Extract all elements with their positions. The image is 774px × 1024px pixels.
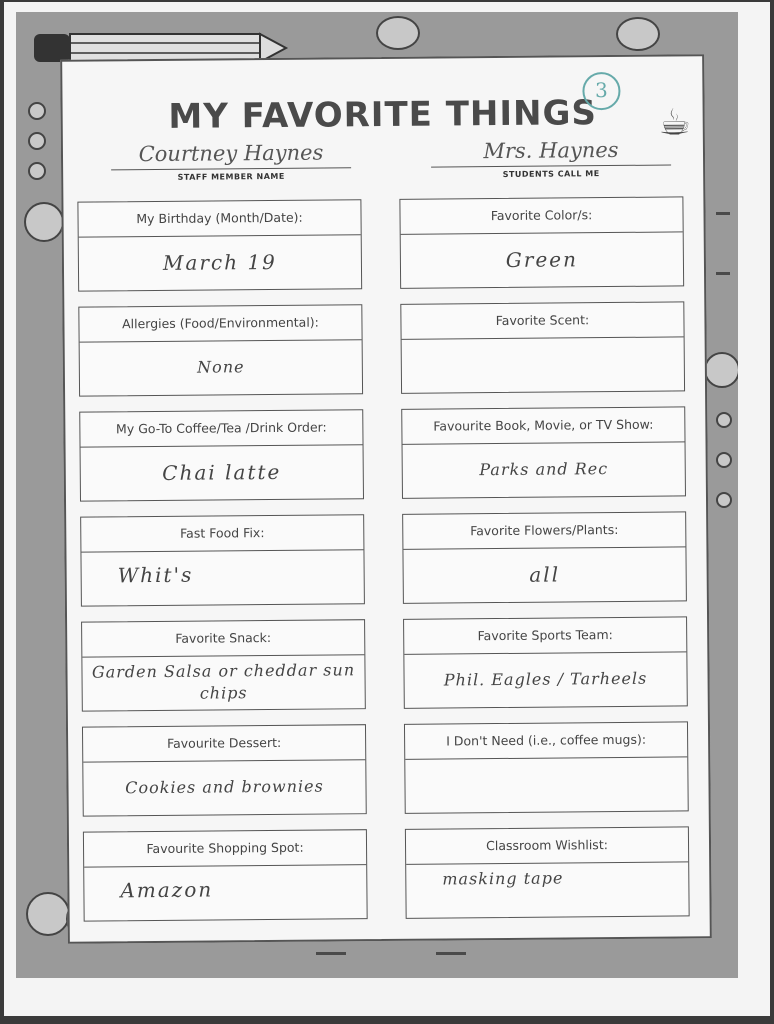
birthday-box (77, 199, 362, 291)
students-call-me-value: Mrs. Haynes (483, 137, 619, 164)
circle-doodle (28, 162, 46, 180)
drink-order-answer: Chai latte (162, 459, 282, 485)
scent-label: Favorite Scent: (401, 302, 683, 339)
students-call-me-caption: STUDENTS CALL ME (502, 169, 600, 179)
flowers-label: Favorite Flowers/Plants: (403, 512, 685, 549)
fast-food-label: Fast Food Fix: (81, 515, 363, 552)
scent-answer (402, 337, 684, 391)
worksheet (60, 54, 712, 944)
snack-box (81, 619, 366, 711)
sports-team-answer: Phil. Eagles / Tarheels (443, 668, 648, 690)
paper-sheet (4, 2, 770, 1016)
shopping-spot-label: Favourite Shopping Spot: (84, 830, 366, 867)
dont-need-answer (405, 757, 687, 811)
swirl-doodle (616, 17, 660, 51)
dont-need-box (404, 721, 689, 813)
scissors-icon (26, 892, 70, 936)
snack-label: Favorite Snack: (82, 620, 364, 657)
dessert-box (82, 724, 367, 816)
shopping-spot-box (83, 829, 368, 921)
color-answer: Green (505, 247, 579, 272)
dash-doodle (436, 952, 466, 955)
snack-answer: Garden Salsa or cheddar sun chips (91, 660, 356, 703)
book-movie-box (401, 406, 686, 498)
color-box (399, 196, 684, 288)
staff-name-caption: STAFF MEMBER NAME (177, 171, 285, 182)
staff-name-field (111, 139, 351, 182)
coffee-mug-icon: ☕ (658, 102, 692, 144)
dash-doodle (716, 272, 730, 275)
book-movie-answer: Parks and Rec (479, 459, 609, 480)
fast-food-box (80, 514, 365, 606)
page-title: MY FAVORITE THINGS (168, 93, 598, 137)
dessert-label: Favourite Dessert: (83, 725, 365, 762)
drink-order-box (79, 409, 364, 501)
book-movie-label: Favourite Book, Movie, or TV Show: (402, 407, 684, 444)
staff-name-value: Courtney Haynes (138, 140, 324, 167)
allergies-answer: None (197, 357, 245, 377)
sports-team-box (403, 616, 688, 708)
circle-doodle (28, 132, 46, 150)
circle-doodle (28, 102, 46, 120)
drink-order-label: My Go-To Coffee/Tea /Drink Order: (80, 410, 362, 447)
divider (431, 164, 671, 167)
divider (111, 167, 351, 170)
birthday-answer: March 19 (162, 249, 277, 275)
swirl-doodle (376, 16, 420, 50)
wishlist-box (405, 826, 690, 918)
circle-doodle (716, 492, 732, 508)
wishlist-label: Classroom Wishlist: (406, 827, 688, 864)
magnifier-icon (704, 352, 738, 388)
fast-food-answer: Whit's (117, 562, 194, 588)
allergies-box (78, 304, 363, 396)
circle-doodle (716, 452, 732, 468)
dont-need-label: I Don't Need (i.e., coffee mugs): (405, 722, 687, 759)
dessert-answer: Cookies and brownies (125, 776, 324, 798)
shopping-spot-answer: Amazon (120, 877, 214, 903)
dash-doodle (316, 952, 346, 955)
circle-doodle (716, 412, 732, 428)
students-call-me-field (431, 137, 671, 180)
wishlist-answer: masking tape (442, 868, 564, 889)
sports-team-label: Favorite Sports Team: (404, 617, 686, 654)
scent-box (400, 301, 685, 393)
number-badge: 3 (582, 72, 620, 110)
birthday-label: My Birthday (Month/Date): (78, 200, 360, 237)
smiley-icon (24, 202, 64, 242)
flowers-answer: all (529, 562, 561, 587)
allergies-label: Allergies (Food/Environmental): (79, 305, 361, 342)
color-label: Favorite Color/s: (400, 197, 682, 234)
dash-doodle (716, 212, 730, 215)
flowers-box (402, 511, 687, 603)
